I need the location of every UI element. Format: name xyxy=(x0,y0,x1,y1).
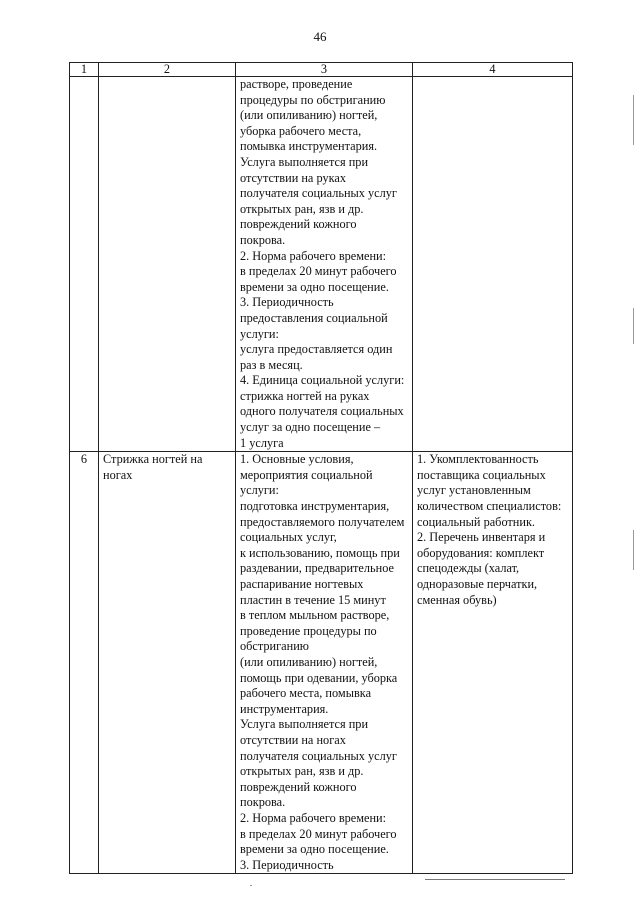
scan-edge-mark xyxy=(633,530,634,570)
scan-edge-mark xyxy=(633,308,634,344)
row-number xyxy=(70,77,99,452)
service-conditions: растворе, проведение процедуры по обстриганию (или опиливанию) ногтей, уборка рабочего места, помывка инструментария. Услуга выполняется при отсутствии на руках получателя социальных услуг открытых ран, язв и др. повреждений кожного покрова. 2. Норма рабочего времени: в пределах 20 минут рабочего времени за одно посещение. 3. Периодичность предоставления социальной услуги: услуга предоставляется один раз в месяц. 4. Единица социальной услуги: стрижка ногтей на руках одного получателя социальных услуг за одно посещение – 1 услуга xyxy=(236,77,413,452)
column-header-1: 1 xyxy=(70,63,99,77)
service-conditions: 1. Основные условия, мероприятия социальной услуги: подготовка инструментария, предоставляемого получателем социальных услуг, к использованию, помощь при раздевании, предварительное распаривание ногтевых пластин в течение 15 минут в теплом мыльном растворе, проведение процедуры по обстриганию (или опиливанию) ногтей, помощь при одевании, уборка рабочего места, помывка инструментария. Услуга выполняется при отсутствии на ногах получателя социальных услуг открытых ран, язв и др. повреждений кожного покрова. 2. Норма рабочего времени: в пределах 20 минут рабочего времени за одно посещение. 3. Периодичность xyxy=(236,452,413,874)
service-name: Стрижка ногтей на ногах xyxy=(99,452,236,874)
scan-edge-mark xyxy=(633,95,634,145)
service-requirements: 1. Укомплектованность поставщика социальных услуг установленным количеством специалистов: социальный работник. 2. Перечень инвентаря и оборудования: комплект спецодежды (халат, одноразовые перчатки, сменная обувь) xyxy=(413,452,573,874)
column-header-4: 4 xyxy=(413,63,573,77)
row-number: 6 xyxy=(70,452,99,874)
table-header-row xyxy=(70,63,573,77)
page-number: 46 xyxy=(313,29,327,44)
table-row xyxy=(70,77,573,452)
column-header-2: 2 xyxy=(99,63,236,77)
service-requirements xyxy=(413,77,573,452)
scan-bottom-line xyxy=(425,879,565,880)
column-header-3: 3 xyxy=(236,63,413,77)
services-table xyxy=(69,62,573,874)
service-name xyxy=(99,77,236,452)
scan-speck xyxy=(250,885,252,886)
table-row xyxy=(70,452,573,874)
